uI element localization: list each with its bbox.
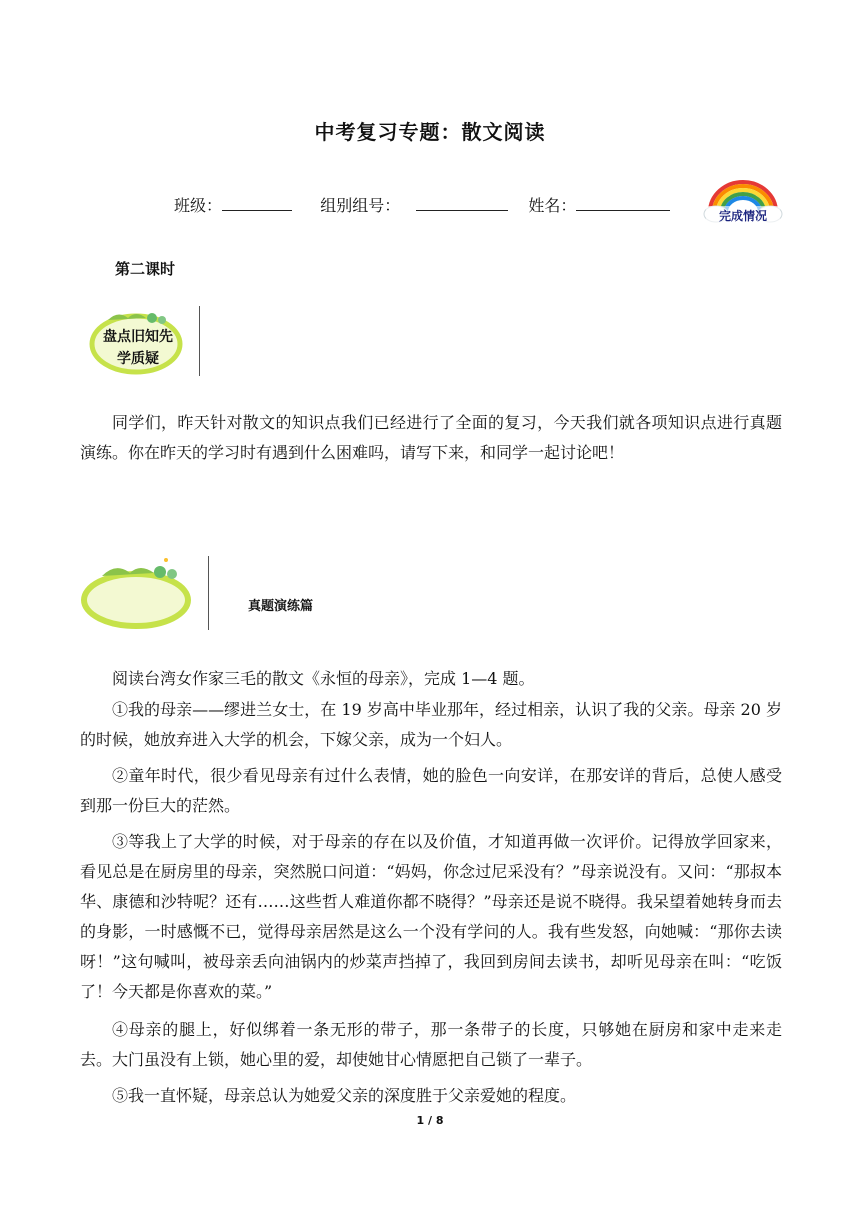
text-paragraph-2: ②童年时代，很少看见母亲有过什么表情，她的脸色一向安详，在那安详的背后，总使人感受到那一份巨大的茫然。 bbox=[80, 766, 782, 815]
completion-badge-icon bbox=[700, 172, 786, 232]
section-badge-icon bbox=[76, 554, 210, 630]
intro-paragraph: 同学们，昨天针对散文的知识点我们已经进行了全面的复习，今天我们就各项知识点进行真题演练。你在昨天的学习时有遇到什么困难吗，请写下来，和同学一起讨论吧！ bbox=[80, 413, 782, 462]
section-label: 真题演练篇 bbox=[248, 599, 314, 614]
student-info-row bbox=[174, 192, 670, 216]
lesson-heading: 第二课时 bbox=[115, 260, 176, 278]
page-number: 1 / 8 bbox=[416, 1114, 444, 1127]
task-paragraph: 阅读台湾女作家三毛的散文《永恒的母亲》，完成 1—4 题。 bbox=[112, 669, 535, 688]
badge-text: 完成情况 bbox=[718, 209, 768, 223]
text-paragraph-1: ①我的母亲——缪进兰女士，在 19 岁高中毕业那年，经过相亲，认识了我的父亲。母亲 20 岁的时候，她放弃进入大学的机会，下嫁父亲，成为一个妇人。 bbox=[80, 700, 782, 749]
text-paragraph-4: ④母亲的腿上，好似绑着一条无形的带子，那一条带子的长度，只够她在厨房和家中走来走去。大门虽没有上锁，她心里的爱，却使她甘心情愿把自己锁了一辈子。 bbox=[80, 1020, 782, 1069]
group-blank[interactable] bbox=[416, 192, 508, 211]
divider bbox=[199, 306, 200, 376]
name-blank[interactable] bbox=[576, 192, 670, 211]
group-label: 组别组号： bbox=[320, 196, 401, 215]
section-badge-label: 盘点旧知先学质疑 bbox=[103, 329, 173, 367]
document-title: 中考复习专题：散文阅读 bbox=[314, 120, 546, 144]
text-paragraph-3: ③等我上了大学的时候，对于母亲的存在以及价值，才知道再做一次评价。记得放学回家来，看见总是在厨房里的母亲，突然脱口问道：“妈妈，你念过尼采没有？”母亲说没有。又问：“那叔本华、康德和沙特呢？还有……这些哲人难道你都不晓得？”母亲还是说不晓得。我呆望着她转身而去的身影，一时感慨不已，觉得母亲居然是这么一个没有学问的人。我有些发怒，向她喊：“那你去读呀！”这句喊叫，被母亲丢向油锅内的炒菜声挡掉了，我回到房间去读书，却听见母亲在叫：“吃饭了！今天都是你喜欢的菜。” bbox=[80, 832, 782, 1001]
divider bbox=[208, 556, 209, 630]
text-paragraph-5: ⑤我一直怀疑，母亲总认为她爱父亲的深度胜于父亲爱她的程度。 bbox=[112, 1086, 577, 1105]
name-label: 姓名： bbox=[528, 196, 577, 215]
class-blank[interactable] bbox=[222, 192, 292, 211]
class-label: 班级： bbox=[174, 196, 223, 215]
